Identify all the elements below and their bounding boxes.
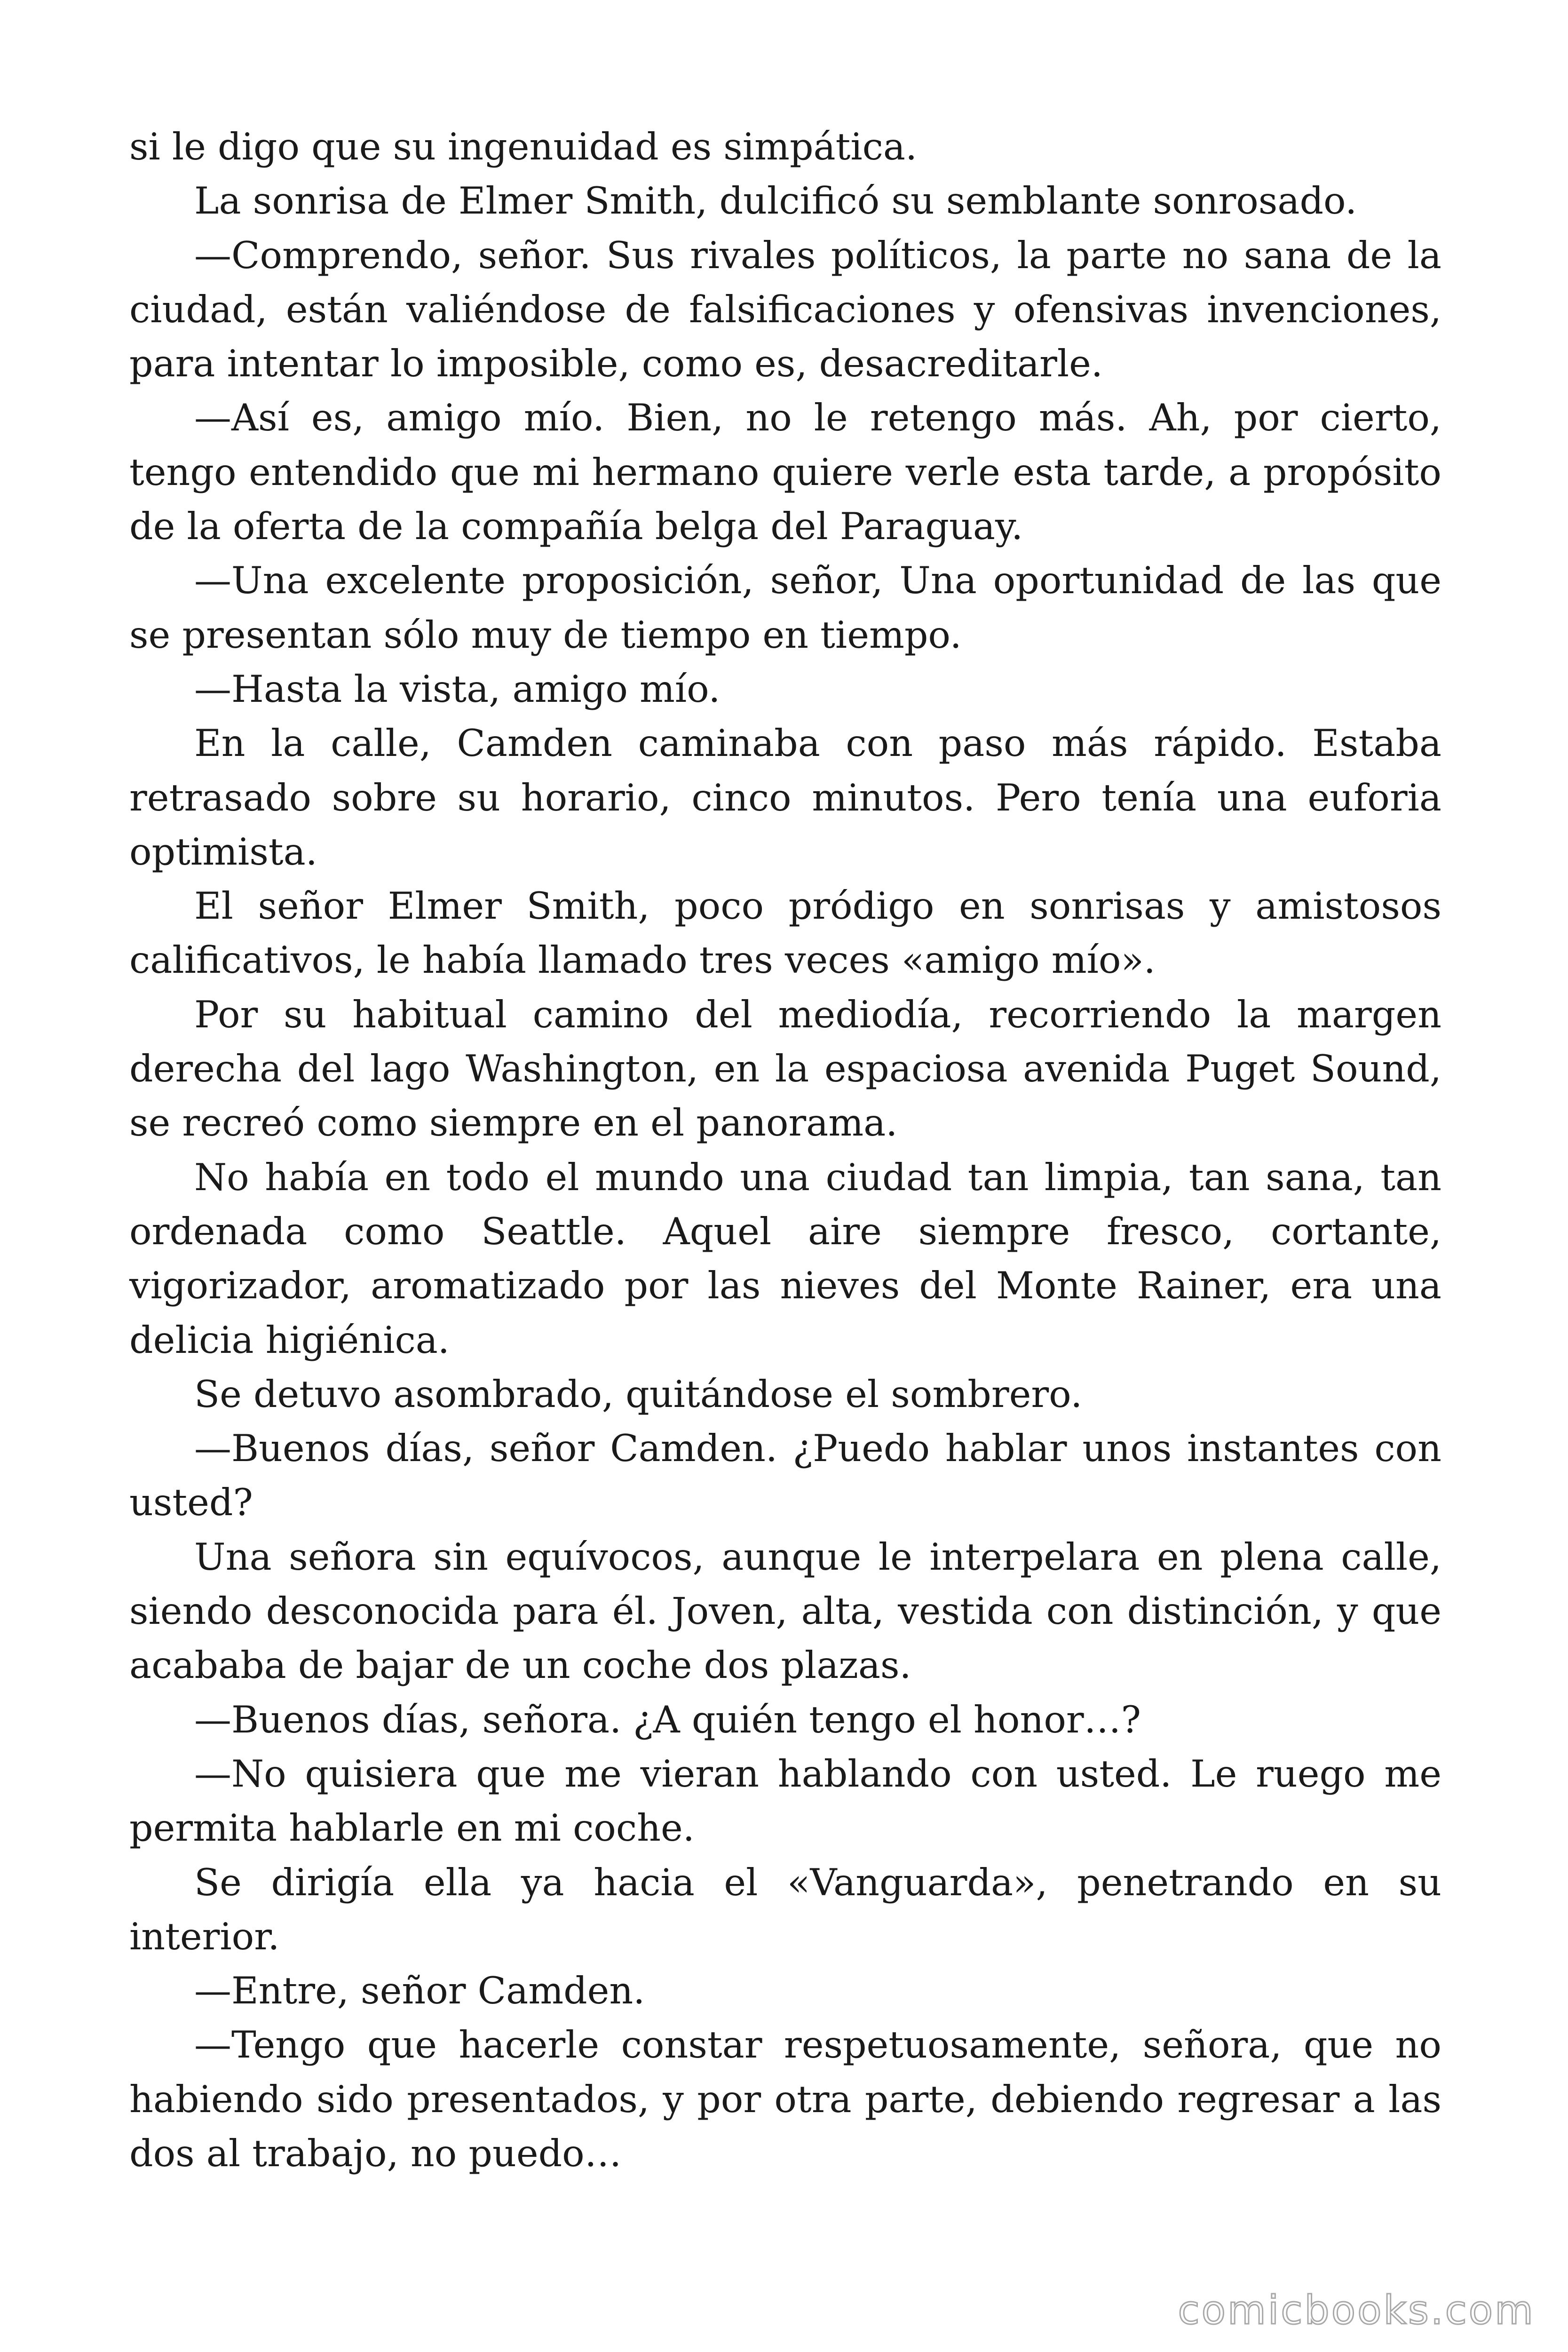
paragraph: —Entre, señor Camden. [194, 1969, 645, 2013]
paragraph: Se dirigía ella ya hacia el «Vanguarda», penetrando en su interior. [129, 1860, 1441, 1958]
paragraph: Una señora sin equívocos, aunque le interpelara en plena calle, siendo desconocida para él. Joven, alta, vestida con distinción, y que acababa de bajar de un coche dos plazas. [129, 1535, 1441, 1687]
paragraph: —Buenos días, señora. ¿A quién tengo el honor…? [194, 1698, 1141, 1741]
page-text [129, 120, 1441, 2181]
paragraph: No había en todo el mundo una ciudad tan limpia, tan sana, tan ordenada como Seattle. Aquel aire siempre fresco, cortante, vigorizador, aromatizado por las nieves del Monte Rainer, era una delicia higiénica. [129, 1155, 1441, 1362]
paragraph: El señor Elmer Smith, poco pródigo en sonrisas y amistosos calificativos, le había llamado tres veces «amigo mío». [129, 884, 1441, 982]
paragraph: La sonrisa de Elmer Smith, dulcificó su semblante sonrosado. [194, 179, 1357, 223]
paragraph: En la calle, Camden caminaba con paso más rápido. Estaba retrasado sobre su horario, cinco minutos. Pero tenía una euforia optimista. [129, 722, 1441, 874]
paragraph: —Comprendo, señor. Sus rivales políticos, la parte no sana de la ciudad, están valiéndose de falsificaciones y ofensivas invenciones, para intentar lo imposible, como es, desacreditarle. [129, 233, 1441, 386]
paragraph: —Así es, amigo mío. Bien, no le retengo más. Ah, por cierto, tengo entendido que mi hermano quiere verle esta tarde, a propósito de la oferta de la compañía belga del Paraguay. [129, 396, 1441, 548]
paragraph: —Una excelente proposición, señor, Una oportunidad de las que se presentan sólo muy de tiempo en tiempo. [129, 559, 1441, 657]
paragraph: —Buenos días, señor Camden. ¿Puedo hablar unos instantes con usted? [129, 1427, 1441, 1525]
paragraph: —Hasta la vista, amigo mío. [194, 667, 721, 711]
paragraph: Se detuvo asombrado, quitándose el sombrero. [194, 1372, 1083, 1416]
paragraph: Por su habitual camino del mediodía, recorriendo la margen derecha del lago Washington, en la espaciosa avenida Puget Sound, se recreó como siempre en el panorama. [129, 993, 1441, 1145]
paragraph: —Tengo que hacerle constar respetuosamente, señora, que no habiendo sido presentados, y por otra parte, debiendo regresar a las dos al trabajo, no puedo… [129, 2023, 1441, 2175]
paragraph: —No quisiera que me vieran hablando con usted. Le ruego me permita hablarle en mi coche. [129, 1752, 1441, 1850]
paragraph: si le digo que su ingenuidad es simpática. [129, 125, 918, 168]
site-watermark: comicbooks.com [1178, 2287, 1535, 2333]
